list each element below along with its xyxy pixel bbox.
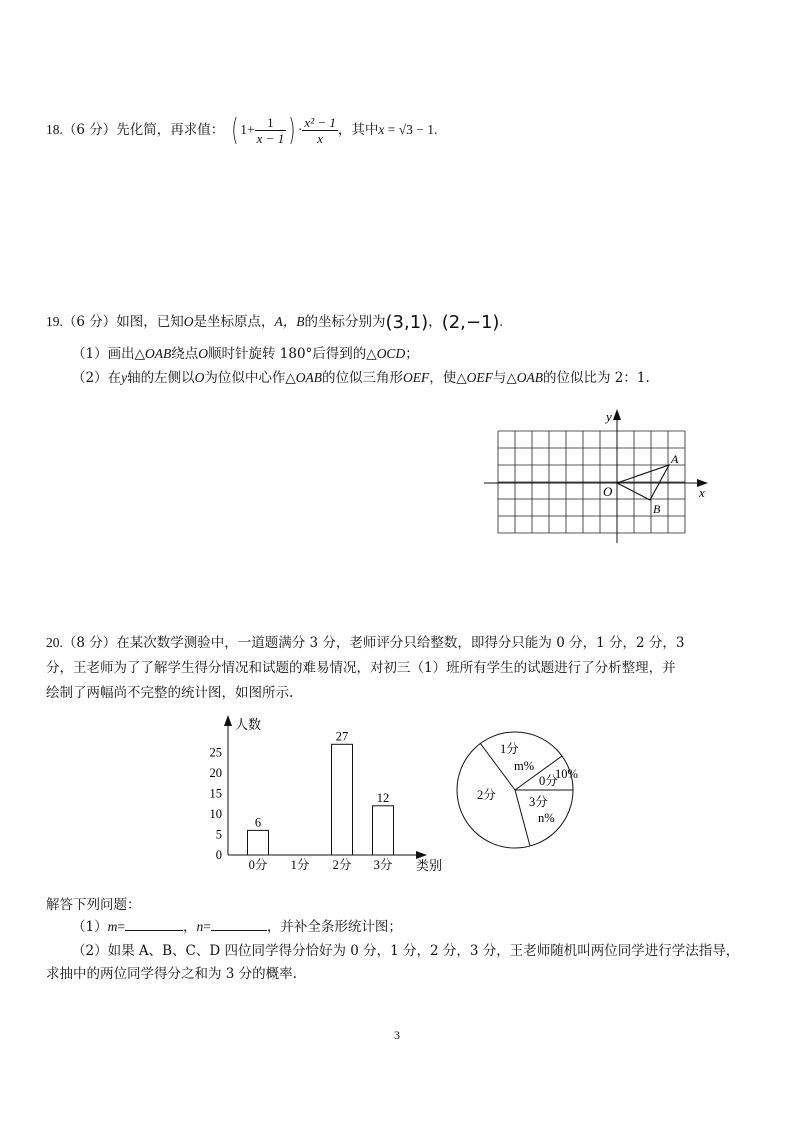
q20-line3: 绘制了两幅尚不完整的统计图，如图所示. <box>46 685 294 701</box>
blank-n[interactable] <box>211 918 267 931</box>
bar-data-label: 12 <box>376 790 390 805</box>
q19-part2-text-b: 轴的左侧以 <box>127 370 195 386</box>
bar-chart <box>195 712 450 882</box>
pie-label-2fen: 2分 <box>477 788 496 802</box>
cond-var: x <box>378 122 385 137</box>
bar-data-label: 27 <box>335 729 349 744</box>
q19-part2-var4: OEF <box>402 370 430 385</box>
bar-y-axis-title: 人数 <box>235 717 262 732</box>
pie-label-0fen: 0分 <box>539 774 558 788</box>
q19-part2-var1: y <box>121 370 128 385</box>
q19-stem-b: 是坐标原点， <box>193 314 275 330</box>
q19-part1-text-a: 画出△ <box>107 346 145 362</box>
expr-one-plus: 1+ <box>240 122 255 137</box>
pie-value-0fen: 10% <box>555 767 578 781</box>
bar-0 <box>248 830 269 855</box>
q18-line <box>46 112 437 148</box>
bar-x-category-label: 3分 <box>373 858 393 872</box>
origin-label: O <box>603 484 613 499</box>
coordinate-grid-figure <box>480 405 720 550</box>
q19-stem-a: 如图，已知 <box>116 314 184 330</box>
q18-number: 18. <box>46 122 63 137</box>
page-number: 3 <box>394 1028 400 1042</box>
q19-part2-text-c: 为位似中心作△ <box>204 370 296 386</box>
y-axis-label: y <box>606 409 612 424</box>
var-m: m <box>107 919 118 934</box>
fraction-2: $\frac{\text{x² − 1}}{x}$ <box>304 115 336 146</box>
q19-part2-text-g: 的位似比为 2：1. <box>543 370 650 386</box>
cond-prefix: ，其中 <box>337 122 379 138</box>
pie-label-1fen: 1分 <box>500 742 519 756</box>
q19-part2-text-d: 的位似三角形 <box>321 370 403 386</box>
q20-line1 <box>46 632 684 654</box>
bar-x-category-label: 1分 <box>290 858 310 872</box>
q19-part1-text-c: 顺时针旋转 180°后得到的△ <box>207 346 377 362</box>
y-axis-arrow-icon <box>613 409 621 420</box>
pie-divider-bottom <box>515 790 530 846</box>
eq-m: = <box>117 919 125 934</box>
q19-part1-var2: O <box>198 346 208 361</box>
q19-part2-var3: OAB <box>295 370 322 385</box>
cond-end: . <box>434 122 438 137</box>
q20-sub2-line1: （2）如果 A、B、C、D 四位同学得分恰好为 0 分，1 分，2 分，3 分，王老师随机叫两位同学进行学法指导， <box>72 943 740 959</box>
q19-part1-label: （1） <box>72 346 108 362</box>
q19-part2-text-a: 在 <box>107 370 122 386</box>
q19-part1 <box>72 344 419 364</box>
pie-value-3fen: n% <box>538 811 555 825</box>
q20-number: 20. <box>46 635 63 650</box>
point-a-label: A <box>671 452 679 466</box>
q19-part2-var5: OEF <box>466 370 493 385</box>
q20-line2: 分，王老师为了了解学生得分情况和试题的难易情况，对初三（1）班所有学生的试题进行了分析整理，并 <box>46 660 676 676</box>
q20-sub2-line2: 求抽中的两位同学得分之和为 3 分的概率. <box>46 966 297 982</box>
bar-x-axis-title: 类别 <box>416 858 443 873</box>
bar-y-tick-label: 15 <box>209 786 222 801</box>
q18-score: （6 分） <box>62 122 117 138</box>
q20-score: （8 分） <box>62 635 117 651</box>
pie-label-3fen: 3分 <box>529 795 548 809</box>
q19-var-ab: A，B <box>274 314 305 329</box>
bar-y-axis-arrow-icon <box>224 715 232 726</box>
cond-eq: = √3 − 1 <box>384 122 435 137</box>
bar-x-category-label: 0分 <box>248 858 268 872</box>
bar-2 <box>332 744 353 855</box>
q19-end: . <box>499 314 503 329</box>
bar-y-ticks <box>210 746 223 863</box>
q20-text-line1: 在某次数学测验中，一道题满分 3 分，老师评分只给整数，即得分只能为 0 分，1 分，2 分，3 <box>116 635 685 651</box>
q20-sub1-sep: ， <box>182 919 197 935</box>
eq-n: = <box>203 919 211 934</box>
q19-part1-text-d: ； <box>405 346 419 362</box>
q19-var-o: O <box>183 314 194 329</box>
q19-part2 <box>72 368 650 388</box>
q20-sub1 <box>72 917 402 937</box>
bar-marks <box>248 729 394 855</box>
bar-3 <box>373 806 394 855</box>
expr-dot: · <box>297 122 303 137</box>
q19-part2-text-e: ，使△ <box>429 370 467 386</box>
bar-data-label: 6 <box>254 815 262 830</box>
var-n: n <box>196 919 204 934</box>
bar-y-tick-label: 5 <box>215 827 222 842</box>
q19-part2-label: （2） <box>72 370 108 386</box>
fraction-1: $\frac{1}{x - 1}$ <box>256 115 285 146</box>
coord-a: (3,1) <box>385 312 429 333</box>
paren-close: ) <box>288 112 296 148</box>
bar-y-tick-label: 25 <box>209 745 222 760</box>
q19-comma: ， <box>428 314 442 330</box>
q20-sub1-rest: ，并补全条形统计图； <box>266 919 402 935</box>
pie-chart <box>450 722 595 867</box>
q19-part1-var1: OAB <box>144 346 172 361</box>
grid-lines <box>498 431 685 533</box>
bar-x-category-label: 2分 <box>332 858 352 872</box>
q19-part1-text-b: 绕点 <box>171 346 199 362</box>
bar-y-tick-label: 10 <box>209 807 222 821</box>
q19-part2-var2: O <box>194 370 205 385</box>
q19-part1-var3: OCD <box>376 346 406 361</box>
bar-x-categories <box>249 857 393 872</box>
coord-b: (2,−1) <box>441 312 500 333</box>
q20-sub1-label: （1） <box>72 919 108 935</box>
q20-answer-intro: 解答下列问题： <box>46 897 141 913</box>
bar-y-tick-label: 20 <box>209 766 222 780</box>
x-axis-label: x <box>699 485 705 500</box>
q19-score: （6 分） <box>62 314 117 330</box>
blank-m[interactable] <box>125 918 183 931</box>
q19-line <box>46 310 503 335</box>
q18-stem: 先化简，再求值： <box>116 122 225 138</box>
paren-open: ( <box>230 112 238 148</box>
q19-part2-var6: OAB <box>516 370 544 385</box>
point-b-label: B <box>653 502 661 516</box>
bar-y-tick-label: 0 <box>215 848 222 862</box>
q19-part2-text-f: 与△ <box>492 370 517 386</box>
q19-stem-c: 的坐标分别为 <box>304 314 386 330</box>
q19-number: 19. <box>46 314 63 329</box>
pie-value-1fen: m% <box>514 759 535 773</box>
